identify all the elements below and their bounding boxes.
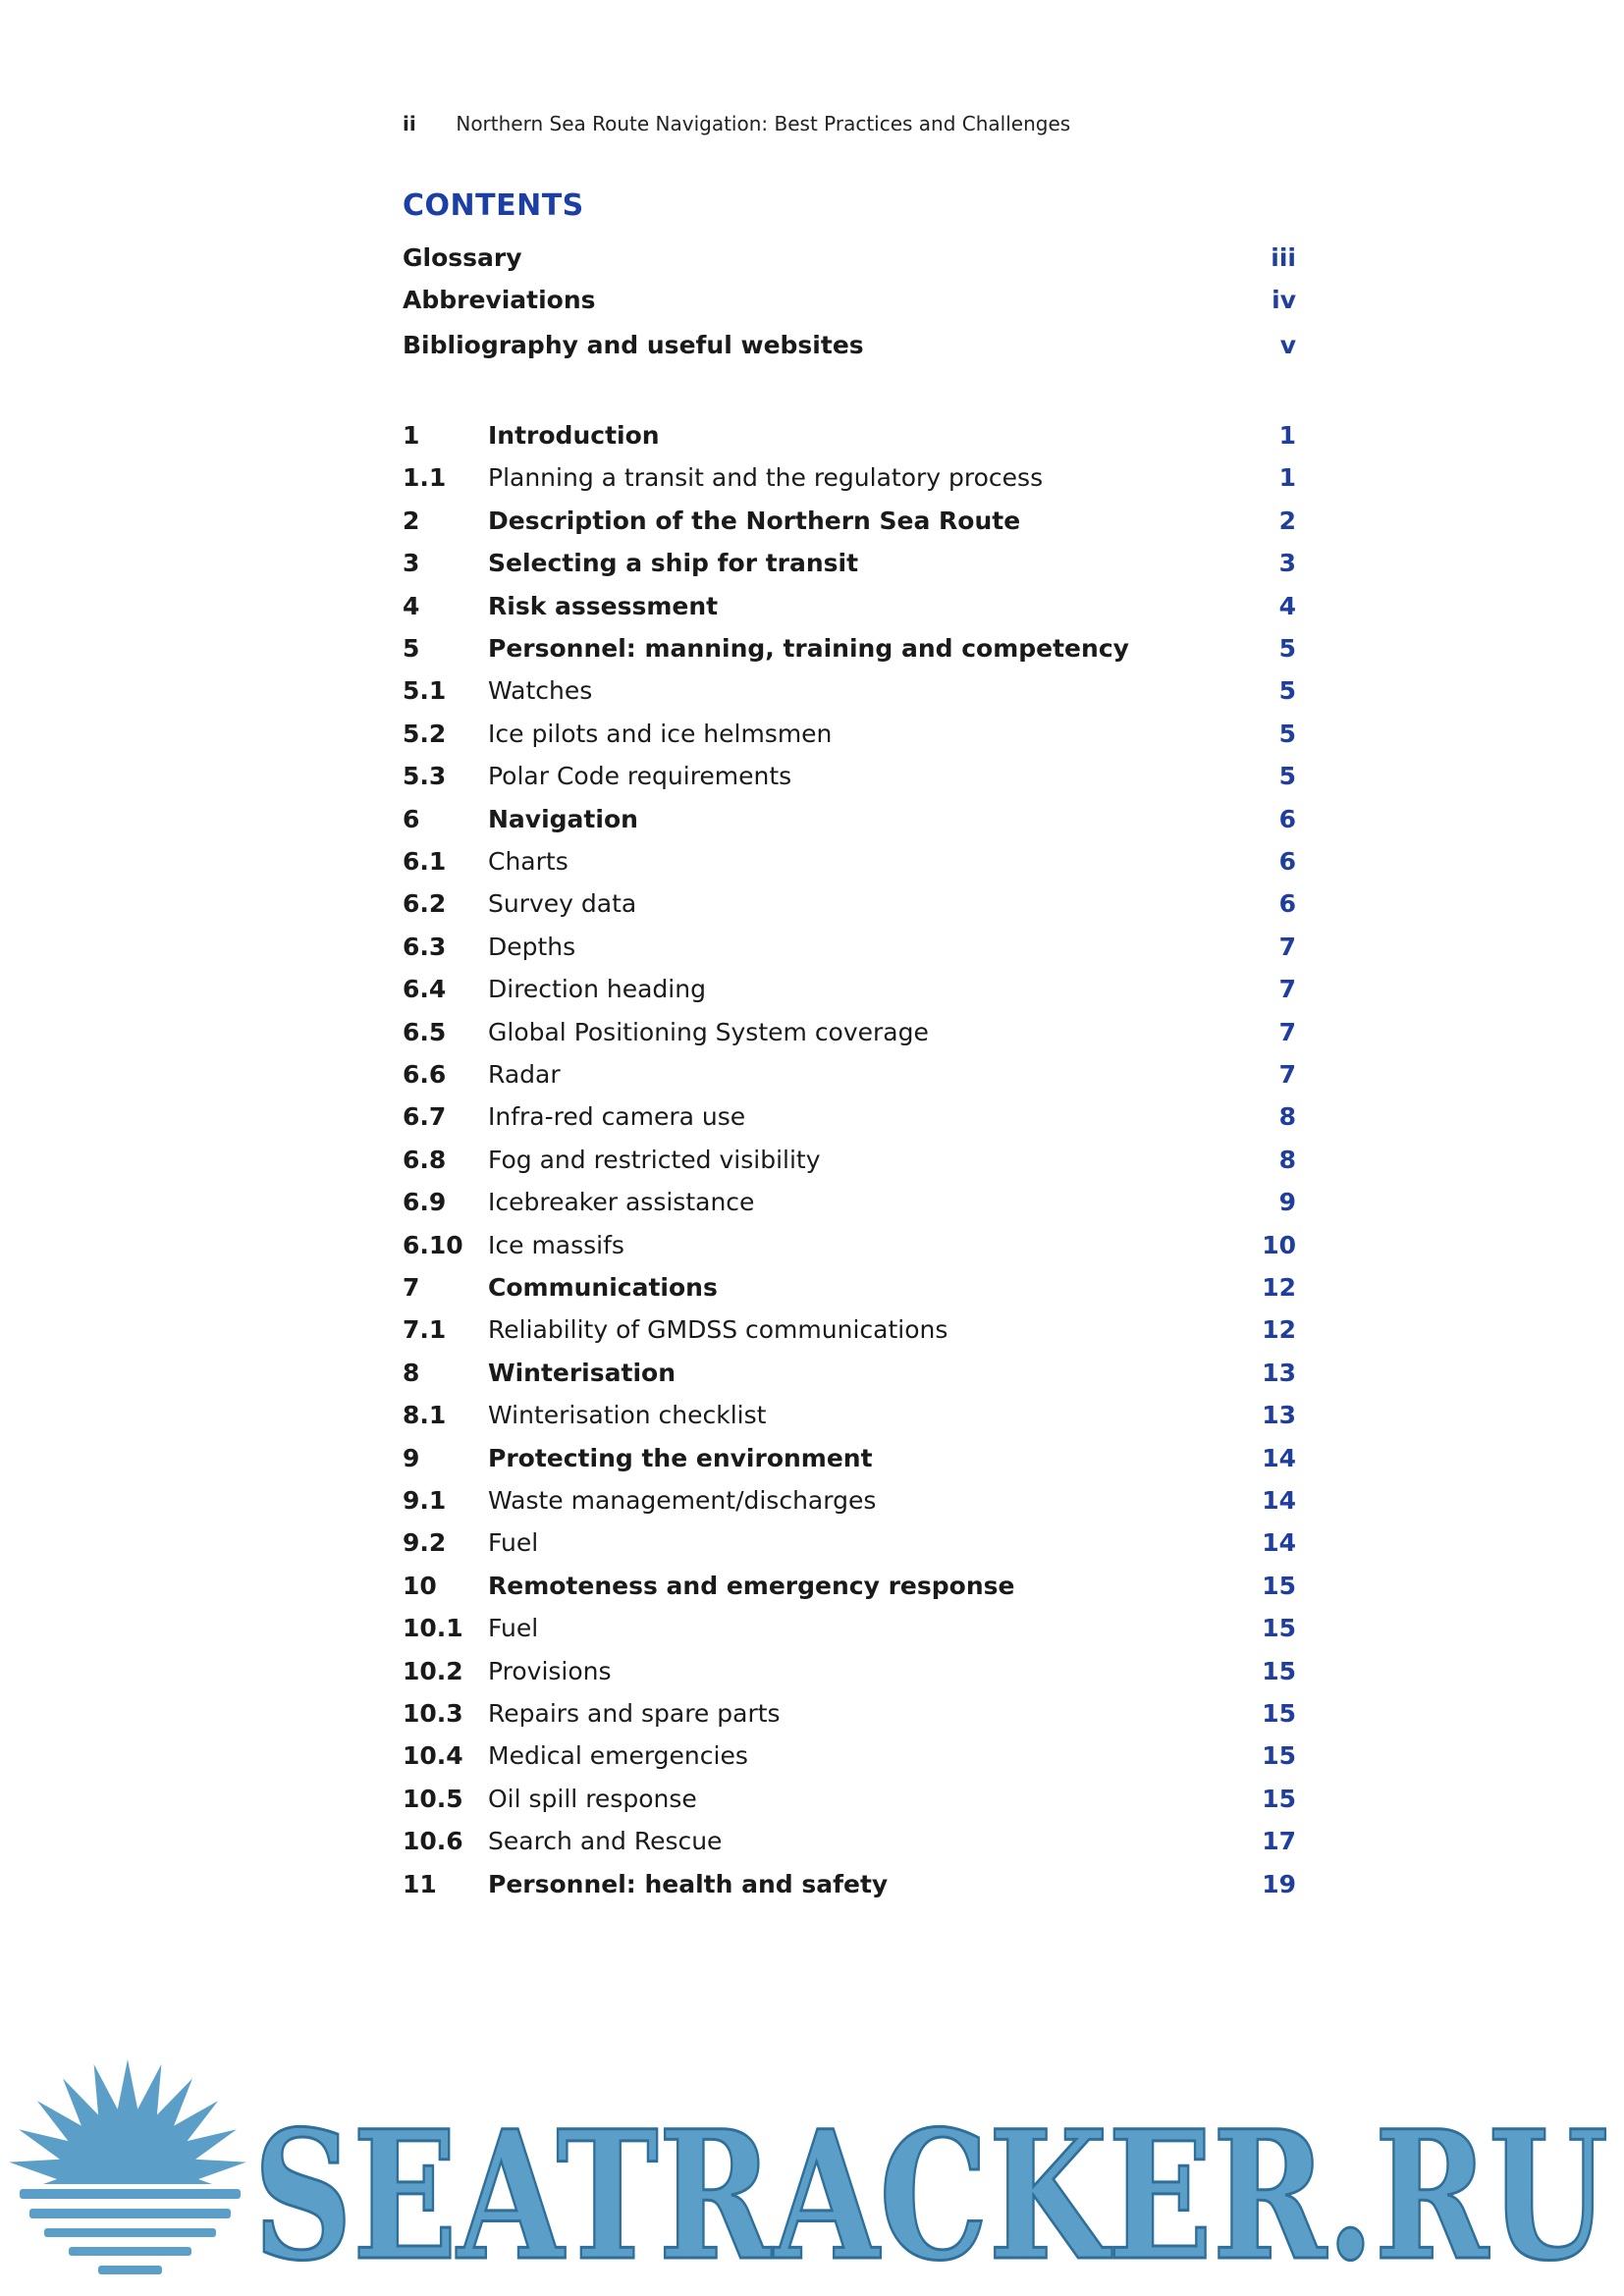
- toc-number: 5.3: [403, 762, 447, 791]
- toc-entry[interactable]: [403, 1267, 1296, 1308]
- toc-number: 10.2: [403, 1656, 463, 1685]
- toc-entry[interactable]: [403, 1651, 1296, 1692]
- toc-page: 7: [1278, 932, 1296, 961]
- toc-page: 6: [1278, 889, 1296, 919]
- toc-title: Fuel: [488, 1528, 539, 1558]
- toc-title: Global Positioning System coverage: [488, 1017, 929, 1046]
- toc-number: 9.2: [403, 1528, 447, 1558]
- toc-front-item[interactable]: [403, 280, 1296, 321]
- seatracker-watermark: [0, 2052, 1624, 2296]
- toc-page: 9: [1278, 1188, 1296, 1217]
- toc-title: Polar Code requirements: [488, 762, 792, 791]
- toc-page: 14: [1262, 1443, 1296, 1472]
- toc-number: 10.3: [403, 1699, 463, 1728]
- toc-page: 15: [1262, 1741, 1296, 1771]
- header-book-title: Northern Sea Route Navigation: Best Practices and Challenges: [456, 112, 1071, 135]
- toc-title: Introduction: [488, 421, 660, 450]
- toc-page: 5: [1278, 634, 1296, 663]
- toc-number: 10.6: [403, 1827, 463, 1856]
- toc-number: 10.5: [403, 1784, 463, 1813]
- toc-number: 6.8: [403, 1145, 447, 1174]
- toc-page: 7: [1278, 975, 1296, 1004]
- toc-title: Description of the Northern Sea Route: [488, 506, 1021, 535]
- toc-title: Depths: [488, 932, 576, 961]
- header-page-number: ii: [403, 112, 416, 135]
- toc-front-item[interactable]: [403, 238, 1296, 279]
- toc-page: 19: [1262, 1869, 1296, 1898]
- contents-heading: CONTENTS: [403, 188, 584, 223]
- toc-entry[interactable]: [403, 1054, 1296, 1095]
- toc-title: Selecting a ship for transit: [488, 549, 859, 578]
- toc-page: 13: [1262, 1401, 1296, 1430]
- toc-entry[interactable]: [403, 501, 1296, 542]
- toc-number: 9: [403, 1443, 420, 1472]
- toc-page: 2: [1278, 506, 1296, 535]
- toc-entry[interactable]: [403, 1140, 1296, 1181]
- toc-entry[interactable]: [403, 1438, 1296, 1479]
- toc-entry[interactable]: [403, 1012, 1296, 1053]
- toc-number: 6.9: [403, 1188, 447, 1217]
- toc-page: 15: [1262, 1571, 1296, 1600]
- toc-number: 6.10: [403, 1230, 463, 1259]
- toc-number: 5.1: [403, 676, 447, 706]
- toc-title: Provisions: [488, 1656, 612, 1685]
- toc-page: 7: [1278, 1017, 1296, 1046]
- toc-page: 13: [1262, 1358, 1296, 1387]
- toc-entry[interactable]: [403, 1096, 1296, 1138]
- toc-page: 17: [1262, 1827, 1296, 1856]
- toc-title: Protecting the environment: [488, 1443, 873, 1472]
- toc-page: v: [1279, 331, 1296, 359]
- toc-entry[interactable]: [403, 799, 1296, 840]
- toc-title: Oil spill response: [488, 1784, 697, 1813]
- toc-title: Remoteness and emergency response: [488, 1571, 1015, 1600]
- toc-entry[interactable]: [403, 883, 1296, 925]
- toc-number: 6.7: [403, 1102, 447, 1132]
- toc-page: 15: [1262, 1656, 1296, 1685]
- toc-title: Communications: [488, 1273, 718, 1302]
- toc-title: Ice massifs: [488, 1230, 624, 1259]
- toc-title: Winterisation checklist: [488, 1401, 767, 1430]
- toc-number: 5: [403, 634, 420, 663]
- sun-logo-icon: [0, 2059, 255, 2296]
- toc-title: Waste management/discharges: [488, 1486, 877, 1515]
- toc-number: 6.2: [403, 889, 447, 919]
- toc-title: Icebreaker assistance: [488, 1188, 755, 1217]
- toc-title: Abbreviations: [403, 286, 596, 314]
- toc-number: 6.3: [403, 932, 447, 961]
- toc-title: Bibliography and useful websites: [403, 331, 864, 359]
- toc-entry[interactable]: [403, 1821, 1296, 1862]
- toc-number: 7.1: [403, 1315, 447, 1345]
- toc-title: Navigation: [488, 804, 638, 833]
- toc-entry[interactable]: [403, 543, 1296, 584]
- toc-number: 1.1: [403, 463, 447, 493]
- toc-entry[interactable]: [403, 1522, 1296, 1564]
- toc-title: Repairs and spare parts: [488, 1699, 781, 1728]
- toc-page: 1: [1278, 463, 1296, 493]
- toc-entry[interactable]: [403, 969, 1296, 1010]
- toc-entry[interactable]: [403, 841, 1296, 882]
- toc-page: 15: [1262, 1699, 1296, 1728]
- toc-page: 5: [1278, 676, 1296, 706]
- toc-title: Risk assessment: [488, 591, 719, 620]
- toc-title: Planning a transit and the regulatory process: [488, 463, 1044, 493]
- toc-entry[interactable]: [403, 1735, 1296, 1777]
- toc-entry[interactable]: [403, 1309, 1296, 1351]
- toc-front-item[interactable]: [403, 325, 1296, 366]
- toc-entry[interactable]: [403, 1225, 1296, 1266]
- toc-page: 8: [1278, 1145, 1296, 1174]
- toc-entry[interactable]: [403, 1779, 1296, 1820]
- toc-title: Direction heading: [488, 975, 706, 1004]
- toc-number: 10.1: [403, 1614, 463, 1643]
- toc-number: 6: [403, 804, 420, 833]
- toc-page: 5: [1278, 719, 1296, 748]
- toc-number: 6.6: [403, 1060, 447, 1089]
- toc-page: 6: [1278, 847, 1296, 876]
- running-header: [403, 112, 1070, 135]
- toc-page: 14: [1262, 1528, 1296, 1558]
- toc-page: 12: [1262, 1273, 1296, 1302]
- toc-page: 7: [1278, 1060, 1296, 1089]
- toc-page: 5: [1278, 762, 1296, 791]
- toc-entry[interactable]: [403, 670, 1296, 712]
- toc-page: 15: [1262, 1614, 1296, 1643]
- toc-entry[interactable]: [403, 756, 1296, 797]
- toc-number: 9.1: [403, 1486, 447, 1515]
- toc-entry[interactable]: [403, 1693, 1296, 1735]
- toc-number: 11: [403, 1869, 437, 1898]
- toc-entry[interactable]: [403, 457, 1296, 499]
- toc-entry[interactable]: [403, 1480, 1296, 1522]
- toc-page: 15: [1262, 1784, 1296, 1813]
- toc-title: Reliability of GMDSS communications: [488, 1315, 948, 1345]
- toc-entry[interactable]: [403, 927, 1296, 968]
- toc-page: 4: [1278, 591, 1296, 620]
- toc-title: Glossary: [403, 243, 522, 272]
- toc-entry[interactable]: [403, 1864, 1296, 1905]
- toc-entry[interactable]: [403, 1395, 1296, 1436]
- toc-number: 1: [403, 421, 420, 450]
- toc-page: iv: [1272, 286, 1296, 314]
- toc-entry[interactable]: [403, 1608, 1296, 1649]
- toc-number: 10: [403, 1571, 437, 1600]
- toc-title: Ice pilots and ice helmsmen: [488, 719, 833, 748]
- toc-title: Fuel: [488, 1614, 539, 1643]
- toc-entry[interactable]: [403, 714, 1296, 755]
- toc-number: 5.2: [403, 719, 447, 748]
- toc-title: Search and Rescue: [488, 1827, 723, 1856]
- toc-number: 2: [403, 506, 420, 535]
- toc-entry[interactable]: [403, 1182, 1296, 1223]
- toc-title: Medical emergencies: [488, 1741, 748, 1771]
- toc-page: 6: [1278, 804, 1296, 833]
- toc-entry[interactable]: [403, 1566, 1296, 1607]
- toc-title: Radar: [488, 1060, 561, 1089]
- toc-title: Infra-red camera use: [488, 1102, 746, 1132]
- toc-entry[interactable]: [403, 415, 1296, 456]
- toc-page: 10: [1262, 1230, 1296, 1259]
- toc-entry[interactable]: [403, 586, 1296, 627]
- toc-title: Watches: [488, 676, 593, 706]
- toc-page: 3: [1278, 549, 1296, 578]
- toc-number: 6.5: [403, 1017, 447, 1046]
- toc-entry[interactable]: [403, 628, 1296, 669]
- toc-page: 1: [1278, 421, 1296, 450]
- toc-number: 6.4: [403, 975, 447, 1004]
- toc-number: 8: [403, 1358, 420, 1387]
- toc-page: 12: [1262, 1315, 1296, 1345]
- toc-page: iii: [1271, 243, 1296, 272]
- toc-number: 3: [403, 549, 420, 578]
- watermark-text: SEATRACKER.RU: [253, 2093, 1608, 2296]
- toc-page: 14: [1262, 1486, 1296, 1515]
- toc-title: Winterisation: [488, 1358, 676, 1387]
- toc-title: Charts: [488, 847, 568, 876]
- toc-title: Survey data: [488, 889, 637, 919]
- toc-title: Personnel: manning, training and competency: [488, 634, 1129, 663]
- toc-number: 10.4: [403, 1741, 463, 1771]
- toc-entry[interactable]: [403, 1353, 1296, 1394]
- toc-number: 4: [403, 591, 420, 620]
- toc-number: 6.1: [403, 847, 447, 876]
- toc-title: Personnel: health and safety: [488, 1869, 889, 1898]
- toc-number: 7: [403, 1273, 420, 1302]
- toc-number: 8.1: [403, 1401, 447, 1430]
- toc-title: Fog and restricted visibility: [488, 1145, 821, 1174]
- toc-page: 8: [1278, 1102, 1296, 1132]
